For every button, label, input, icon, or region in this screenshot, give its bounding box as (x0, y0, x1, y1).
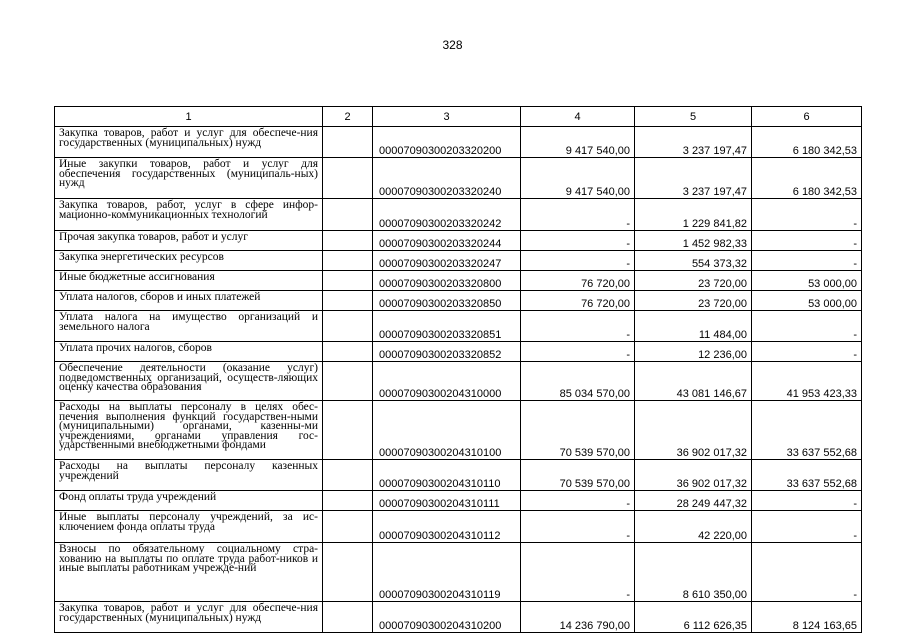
row-name: Иные закупки товаров, работ и услуг для обеспечения государственных (муниципаль-ных) нужд (55, 158, 323, 199)
row-value-6: 6 180 342,53 (752, 158, 862, 199)
row-value-4: - (521, 491, 635, 511)
row-value-4: 76 720,00 (521, 271, 635, 291)
row-name: Уплата налогов, сборов и иных платежей (55, 291, 323, 311)
row-value-6: 41 953 423,33 (752, 362, 862, 401)
row-code: 00007090300203320852 (373, 342, 521, 362)
row-value-4: - (521, 199, 635, 231)
row-col2 (323, 311, 373, 342)
row-value-5: 23 720,00 (635, 291, 752, 311)
row-value-6: 33 637 552,68 (752, 460, 862, 491)
row-value-6: - (752, 342, 862, 362)
row-value-5: 28 249 447,32 (635, 491, 752, 511)
row-code: 00007090300203320200 (373, 127, 521, 158)
table-row (55, 199, 862, 231)
row-value-6: - (752, 231, 862, 251)
row-col2 (323, 271, 373, 291)
row-value-4: - (521, 251, 635, 271)
row-name: Закупка товаров, работ, услуг в сфере инфор-мационно-коммуникационных технологий (55, 199, 323, 231)
row-value-4: - (521, 543, 635, 602)
row-value-4: - (521, 342, 635, 362)
header-col-2: 2 (323, 107, 373, 127)
row-value-5: 42 220,00 (635, 511, 752, 543)
row-value-4: 14 236 790,00 (521, 602, 635, 633)
row-code: 00007090300203320850 (373, 291, 521, 311)
row-col2 (323, 511, 373, 543)
row-code: 00007090300203320240 (373, 158, 521, 199)
row-name: Расходы на выплаты персоналу в целях обес-печения выполнения функций государствен-ными (муниципальными) органами, казенны-ми учреждениями, органами управления гос-ударственными внебюджетными фондами (55, 401, 323, 460)
row-value-4: 85 034 570,00 (521, 362, 635, 401)
header-col-4: 4 (521, 107, 635, 127)
header-col-1: 1 (55, 107, 323, 127)
table-row (55, 127, 862, 158)
row-value-5: 36 902 017,32 (635, 460, 752, 491)
table-row (55, 362, 862, 401)
row-value-5: 8 610 350,00 (635, 543, 752, 602)
row-value-6: 8 124 163,65 (752, 602, 862, 633)
table-row (55, 460, 862, 491)
row-name: Иные выплаты персоналу учреждений, за ис-ключением фонда оплаты труда (55, 511, 323, 543)
header-row (55, 107, 862, 127)
row-col2 (323, 362, 373, 401)
header-col-6: 6 (752, 107, 862, 127)
row-value-5: 1 452 982,33 (635, 231, 752, 251)
row-value-5: 554 373,32 (635, 251, 752, 271)
row-col2 (323, 342, 373, 362)
row-code: 00007090300204310000 (373, 362, 521, 401)
table-row (55, 271, 862, 291)
row-col2 (323, 199, 373, 231)
row-value-5: 11 484,00 (635, 311, 752, 342)
row-value-5: 6 112 626,35 (635, 602, 752, 633)
budget-table (54, 106, 862, 633)
row-col2 (323, 231, 373, 251)
row-value-5: 43 081 146,67 (635, 362, 752, 401)
row-value-4: 70 539 570,00 (521, 460, 635, 491)
row-value-6: - (752, 199, 862, 231)
table-row (55, 401, 862, 460)
row-name: Уплата прочих налогов, сборов (55, 342, 323, 362)
row-col2 (323, 158, 373, 199)
row-col2 (323, 491, 373, 511)
row-name: Уплата налога на имущество организаций и земельного налога (55, 311, 323, 342)
row-value-4: - (521, 311, 635, 342)
row-col2 (323, 127, 373, 158)
row-value-4: 76 720,00 (521, 291, 635, 311)
table-row (55, 158, 862, 199)
row-value-5: 3 237 197,47 (635, 127, 752, 158)
header-col-5: 5 (635, 107, 752, 127)
row-name: Закупка товаров, работ и услуг для обеспече-ния государственных (муниципальных) нужд (55, 127, 323, 158)
row-name: Фонд оплаты труда учреждений (55, 491, 323, 511)
row-value-6: - (752, 251, 862, 271)
row-name: Иные бюджетные ассигнования (55, 271, 323, 291)
row-value-5: 36 902 017,32 (635, 401, 752, 460)
row-value-4: 70 539 570,00 (521, 401, 635, 460)
row-code: 00007090300203320800 (373, 271, 521, 291)
row-name: Расходы на выплаты персоналу казенных учреждений (55, 460, 323, 491)
row-value-6: 6 180 342,53 (752, 127, 862, 158)
row-value-6: - (752, 491, 862, 511)
row-code: 00007090300203320247 (373, 251, 521, 271)
row-code: 00007090300204310119 (373, 543, 521, 602)
table-row (55, 342, 862, 362)
row-code: 00007090300204310200 (373, 602, 521, 633)
row-col2 (323, 291, 373, 311)
row-col2 (323, 460, 373, 491)
row-code: 00007090300204310110 (373, 460, 521, 491)
row-value-4: - (521, 511, 635, 543)
row-value-6: - (752, 543, 862, 602)
row-value-5: 3 237 197,47 (635, 158, 752, 199)
table-row (55, 543, 862, 602)
row-code: 00007090300204310112 (373, 511, 521, 543)
table-row (55, 511, 862, 543)
header-col-3: 3 (373, 107, 521, 127)
row-code: 00007090300204310111 (373, 491, 521, 511)
row-value-5: 12 236,00 (635, 342, 752, 362)
row-col2 (323, 543, 373, 602)
row-name: Обеспечение деятельности (оказание услуг) подведомственных организаций, осуществ-ляющих оценку качества образования (55, 362, 323, 401)
row-name: Закупка товаров, работ и услуг для обеспече-ния государственных (муниципальных) нужд (55, 602, 323, 633)
row-value-6: - (752, 311, 862, 342)
row-col2 (323, 251, 373, 271)
table-row (55, 291, 862, 311)
row-code: 00007090300204310100 (373, 401, 521, 460)
row-value-6: - (752, 511, 862, 543)
row-value-6: 53 000,00 (752, 271, 862, 291)
row-value-6: 33 637 552,68 (752, 401, 862, 460)
row-value-5: 23 720,00 (635, 271, 752, 291)
row-code: 00007090300203320851 (373, 311, 521, 342)
table-row (55, 491, 862, 511)
table-row (55, 602, 862, 633)
table-row (55, 251, 862, 271)
row-name: Закупка энергетических ресурсов (55, 251, 323, 271)
row-code: 00007090300203320242 (373, 199, 521, 231)
row-value-4: - (521, 231, 635, 251)
row-col2 (323, 401, 373, 460)
row-value-4: 9 417 540,00 (521, 127, 635, 158)
row-name: Взносы по обязательному социальному стра-хованию на выплаты по оплате труда работ-ников и иные выплаты работникам учрежде-ний (55, 543, 323, 602)
row-value-6: 53 000,00 (752, 291, 862, 311)
table-row (55, 311, 862, 342)
row-value-4: 9 417 540,00 (521, 158, 635, 199)
page-number: 328 (442, 38, 463, 52)
row-code: 00007090300203320244 (373, 231, 521, 251)
table-row (55, 231, 862, 251)
row-col2 (323, 602, 373, 633)
row-value-5: 1 229 841,82 (635, 199, 752, 231)
row-name: Прочая закупка товаров, работ и услуг (55, 231, 323, 251)
